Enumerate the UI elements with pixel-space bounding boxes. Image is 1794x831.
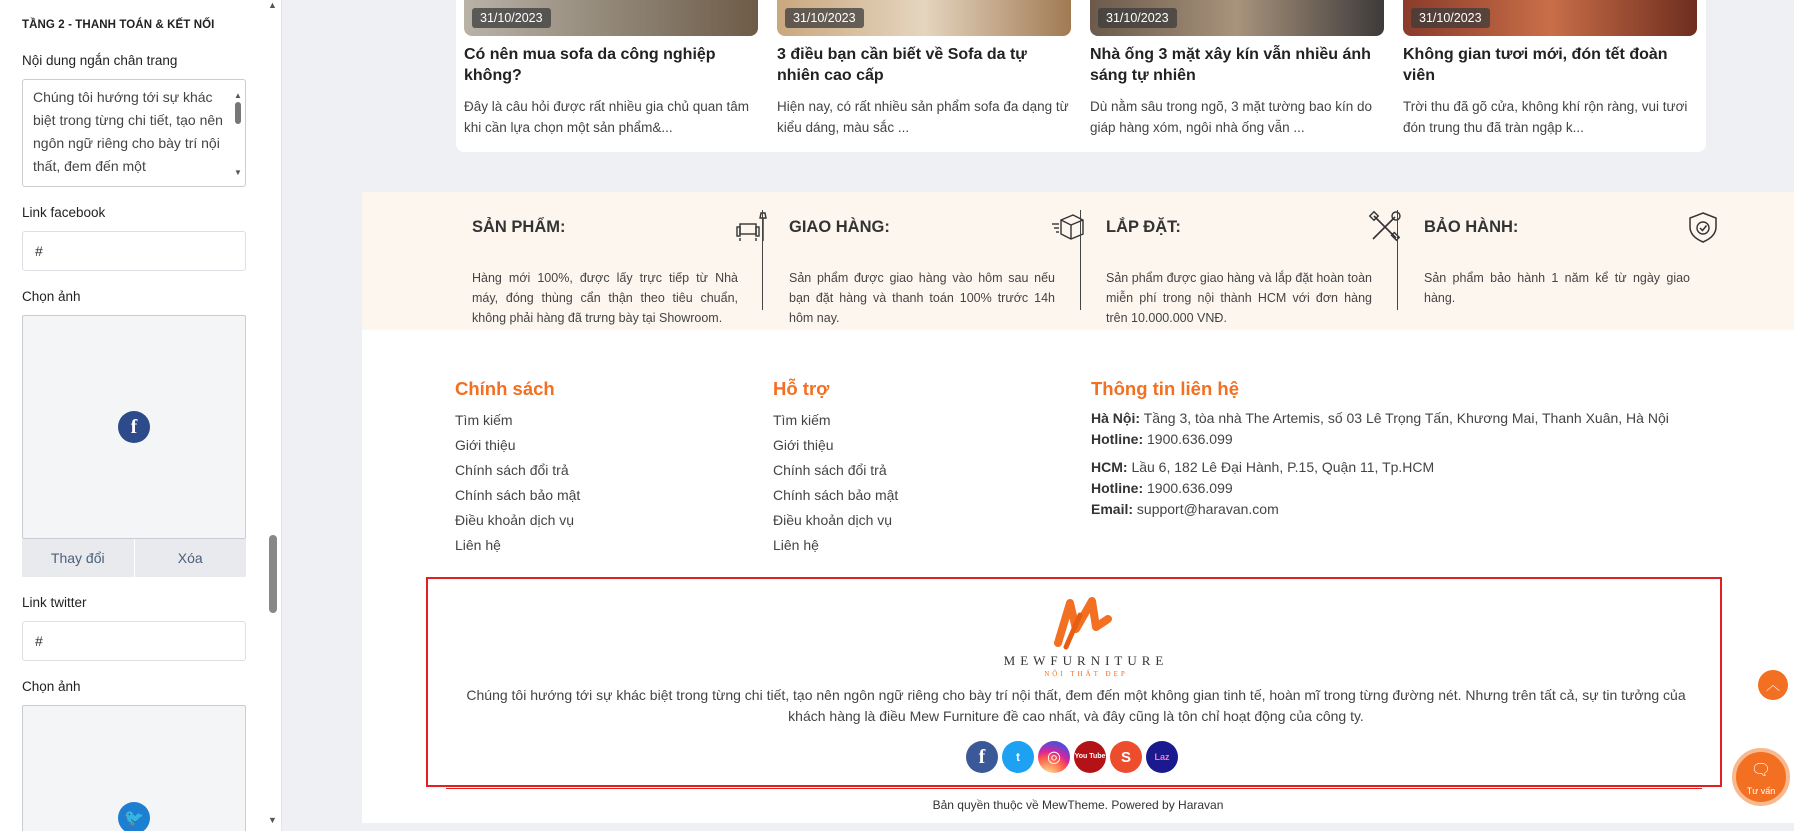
scroll-up-icon[interactable]: ▲ bbox=[268, 0, 277, 10]
hotline-label: Hotline: bbox=[1091, 480, 1144, 496]
feature-title: BẢO HÀNH: bbox=[1424, 218, 1519, 236]
choose-image-label: Chọn ảnh bbox=[22, 289, 81, 304]
support-link[interactable]: Tìm kiếm bbox=[773, 412, 831, 428]
feature-installation bbox=[1106, 210, 1422, 325]
change-image-button[interactable]: Thay đổi bbox=[22, 539, 135, 577]
feature-divider bbox=[1397, 210, 1398, 310]
scroll-to-top-button[interactable] bbox=[1758, 670, 1788, 700]
textarea-scrollbar[interactable] bbox=[233, 84, 243, 184]
email-label: Email: bbox=[1091, 501, 1134, 517]
instagram-icon[interactable]: ◎ bbox=[1038, 741, 1070, 773]
delete-image-button[interactable]: Xóa bbox=[177, 550, 203, 566]
post-thumbnail[interactable] bbox=[777, 0, 1071, 36]
post-date: 31/10/2023 bbox=[472, 8, 551, 28]
post-excerpt: Hiện nay, có rất nhiều sản phẩm sofa đa dạng từ kiểu dáng, màu sắc ... bbox=[777, 99, 1069, 135]
twitter-link-label: Link twitter bbox=[22, 595, 87, 610]
support-link[interactable]: Liên hệ bbox=[773, 537, 819, 553]
textarea-scroll-thumb[interactable] bbox=[235, 102, 241, 124]
feature-title: GIAO HÀNG: bbox=[789, 218, 890, 236]
logo-subtext: NỘI THẤT ĐẸP bbox=[1044, 670, 1128, 678]
contact-column bbox=[1091, 378, 1731, 520]
feature-title: SẢN PHẨM: bbox=[472, 218, 566, 236]
post-date: 31/10/2023 bbox=[785, 8, 864, 28]
facebook-icon: f bbox=[118, 411, 150, 443]
feature-divider bbox=[1080, 210, 1081, 310]
hotline-value[interactable]: 1900.636.099 bbox=[1147, 480, 1233, 496]
settings-panel bbox=[0, 0, 282, 831]
shield-check-icon bbox=[1686, 210, 1720, 244]
section-title: TẦNG 2 - THANH TOÁN & KẾT NỐI bbox=[22, 19, 215, 31]
chevron-up-icon: ︿ bbox=[1766, 677, 1780, 693]
panel-scroll-thumb[interactable] bbox=[269, 535, 277, 613]
shopee-icon[interactable]: S bbox=[1110, 741, 1142, 773]
facebook-link-label: Link facebook bbox=[22, 205, 106, 220]
scroll-up-icon[interactable]: ▲ bbox=[234, 91, 242, 100]
post-excerpt: Trời thu đã gõ cửa, không khí rộn ràng, vui tươi đón trung thu đã tràn ngập k... bbox=[1403, 99, 1688, 135]
post-date: 31/10/2023 bbox=[1098, 8, 1177, 28]
support-title: Hỗ trợ bbox=[773, 378, 830, 399]
site-preview bbox=[362, 0, 1794, 831]
footer-desc-value: Chúng tôi hướng tới sự khác biệt trong từng chi tiết, tạo nên ngôn ngữ riêng cho bày trí nội thất, đem đến một bbox=[33, 89, 223, 174]
policy-title: Chính sách bbox=[455, 378, 555, 399]
feature-text: Hàng mới 100%, được lấy trực tiếp từ Nhà máy, đóng thùng cẩn thận theo tiêu chuẩn, không phải hàng đã trưng bày tại Showroom. bbox=[472, 271, 738, 325]
feature-divider bbox=[762, 210, 763, 310]
feature-delivery bbox=[789, 210, 1105, 325]
post-thumbnail[interactable] bbox=[1403, 0, 1697, 36]
blog-section bbox=[362, 0, 1794, 192]
hanoi-address bbox=[1091, 408, 1731, 429]
support-link[interactable]: Chính sách đổi trả bbox=[773, 462, 887, 478]
policy-link[interactable]: Tìm kiếm bbox=[455, 412, 513, 428]
post-title[interactable]: Có nên mua sofa da công nghiệp không? bbox=[464, 46, 716, 84]
twitter-link-input[interactable]: # bbox=[22, 621, 246, 661]
twitter-image-preview[interactable] bbox=[22, 705, 246, 831]
hotline-value[interactable]: 1900.636.099 bbox=[1147, 431, 1233, 447]
facebook-image-preview[interactable] bbox=[22, 315, 246, 539]
social-links bbox=[966, 741, 1178, 775]
post-thumbnail[interactable] bbox=[464, 0, 758, 36]
feature-warranty bbox=[1424, 210, 1740, 310]
features-bar bbox=[362, 192, 1794, 330]
copyright-divider bbox=[446, 788, 1702, 789]
feature-text: Sản phẩm được giao hàng vào hôm sau nếu bạn đặt hàng và thanh toán 100% trước 14h hôm nay. bbox=[789, 271, 1055, 325]
facebook-icon[interactable]: f bbox=[966, 741, 998, 773]
feature-product bbox=[472, 210, 788, 325]
chat-bubble-icon: 🗨 bbox=[1750, 762, 1772, 779]
lazada-icon[interactable]: Laz bbox=[1146, 741, 1178, 773]
hanoi-hotline bbox=[1091, 429, 1731, 450]
email-value[interactable]: support@haravan.com bbox=[1136, 501, 1279, 517]
twitter-icon: 🐦 bbox=[118, 802, 150, 831]
support-link[interactable]: Điều khoản dịch vụ bbox=[773, 512, 893, 528]
logo-text: MEWFURNITURE bbox=[1003, 653, 1169, 668]
hcm-address bbox=[1091, 457, 1731, 478]
feature-title: LẮP ĐẶT: bbox=[1106, 218, 1181, 236]
brand-description: Chúng tôi hướng tới sự khác biệt trong từng chi tiết, tạo nên ngôn ngữ riêng cho bày trí nội thất, đem đến một không gian tinh tế, hoàn mĩ trong từng đường nét. Nhưng trên tất cả, sự tin tưởng của khách hàng là điều Mew Furniture đề cao nhất, và đây cũng là tôn chỉ hoạt động của công ty. bbox=[466, 687, 1686, 724]
support-link[interactable]: Giới thiệu bbox=[773, 437, 834, 453]
footer-brand-highlight[interactable] bbox=[426, 577, 1722, 787]
post-date: 31/10/2023 bbox=[1411, 8, 1490, 28]
post-excerpt: Đây là câu hỏi được rất nhiều gia chủ quan tâm khi cần lựa chọn một sản phẩm&... bbox=[464, 99, 750, 135]
footer-links bbox=[362, 330, 1794, 570]
footer-desc-label: Nội dung ngắn chân trang bbox=[22, 53, 178, 68]
hanoi-label: Hà Nội: bbox=[1091, 410, 1140, 426]
post-title[interactable]: Không gian tươi mới, đón tết đoàn viên bbox=[1403, 46, 1668, 84]
twitter-icon[interactable]: t bbox=[1002, 741, 1034, 773]
choose-image-label: Chọn ảnh bbox=[22, 679, 81, 694]
policy-column bbox=[455, 378, 580, 558]
hcm-value: Lầu 6, 182 Lê Đại Hành, P.15, Quận 11, Tp.HCM bbox=[1131, 459, 1435, 475]
support-column bbox=[773, 378, 898, 558]
panel-scrollbar[interactable] bbox=[266, 0, 280, 831]
post-title[interactable]: 3 điều bạn cần biết về Sofa da tự nhiên cao cấp bbox=[777, 46, 1027, 84]
support-link[interactable]: Chính sách bảo mật bbox=[773, 487, 899, 503]
feature-text: Sản phẩm được giao hàng và lắp đặt hoàn toàn miễn phí trong nội thành HCM với đơn hàng trên 10.000.000 VNĐ. bbox=[1106, 271, 1372, 325]
email-line bbox=[1091, 499, 1731, 520]
policy-link[interactable]: Chính sách đổi trả bbox=[455, 462, 569, 478]
feature-text: Sản phẩm bảo hành 1 năm kể từ ngày giao hàng. bbox=[1424, 271, 1690, 305]
footer-bottom-strip bbox=[362, 823, 1794, 831]
scroll-down-icon[interactable]: ▼ bbox=[268, 815, 277, 825]
chat-consult-button[interactable] bbox=[1732, 748, 1790, 806]
copyright-text: Bản quyền thuộc về MewTheme. Powered by Haravan bbox=[932, 798, 1224, 812]
hcm-label: HCM: bbox=[1091, 459, 1128, 475]
brand-logo[interactable] bbox=[996, 593, 1176, 678]
facebook-link-input[interactable]: # bbox=[22, 231, 246, 271]
logo-mark-icon bbox=[996, 593, 1176, 653]
footer-desc-textarea[interactable] bbox=[22, 79, 246, 187]
image-actions bbox=[22, 539, 246, 577]
chat-label: Tư vấn bbox=[1746, 786, 1776, 796]
blog-list bbox=[456, 0, 1706, 152]
hcm-hotline bbox=[1091, 478, 1731, 499]
policy-link[interactable]: Giới thiệu bbox=[455, 437, 516, 453]
scroll-down-icon[interactable]: ▼ bbox=[234, 168, 242, 177]
policy-link[interactable]: Liên hệ bbox=[455, 537, 501, 553]
hotline-label: Hotline: bbox=[1091, 431, 1144, 447]
post-excerpt: Dù nằm sâu trong ngõ, 3 mặt tường bao kín do giáp hàng xóm, ngôi nhà ống vẫn ... bbox=[1090, 99, 1373, 135]
policy-link[interactable]: Điều khoản dịch vụ bbox=[455, 512, 575, 528]
hanoi-value: Tầng 3, tòa nhà The Artemis, số 03 Lê Trọng Tấn, Khương Mai, Thanh Xuân, Hà Nội bbox=[1143, 410, 1669, 426]
post-thumbnail[interactable] bbox=[1090, 0, 1384, 36]
youtube-icon[interactable]: You Tube bbox=[1074, 741, 1106, 773]
post-title[interactable]: Nhà ống 3 mặt xây kín vẫn nhiều ánh sáng tự nhiên bbox=[1090, 46, 1371, 84]
policy-link[interactable]: Chính sách bảo mật bbox=[455, 487, 581, 503]
contact-title: Thông tin liên hệ bbox=[1091, 378, 1239, 399]
